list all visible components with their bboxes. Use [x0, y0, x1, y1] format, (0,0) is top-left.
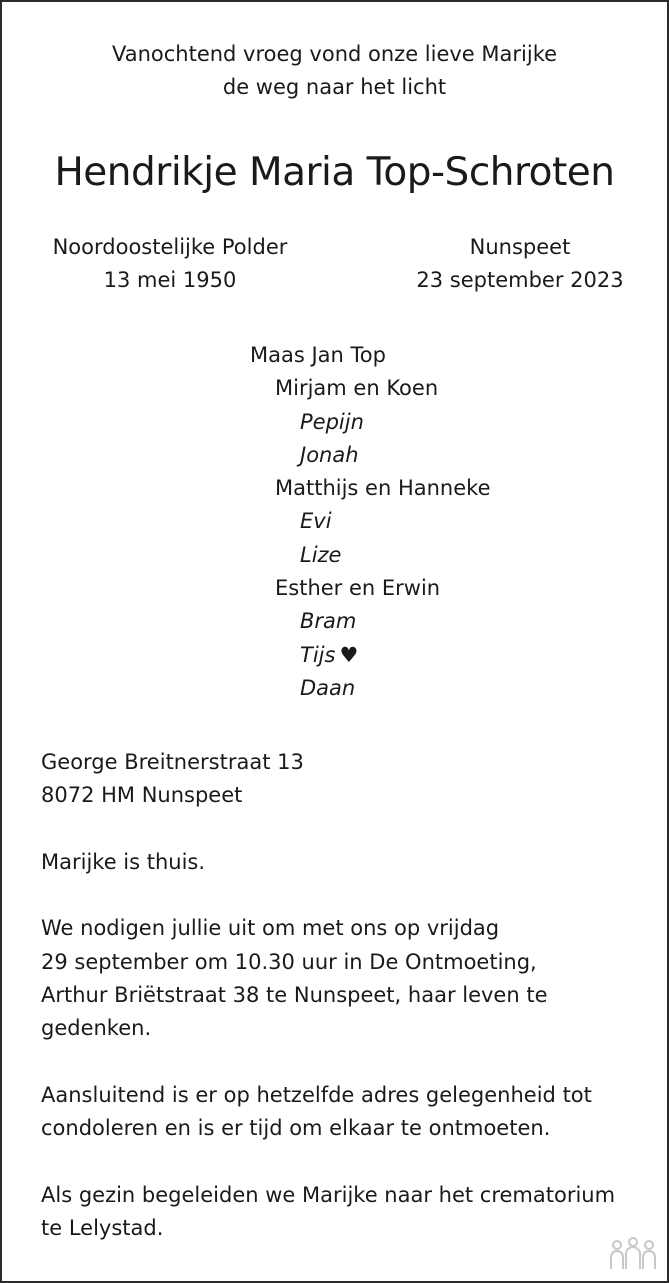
birth-info: [30, 231, 310, 297]
birth-place: Noordoostelijke Polder: [52, 235, 288, 259]
birth-date: 13 mei 1950: [103, 268, 237, 292]
invitation-line: We nodigen jullie uit om met ons op vrijdag: [41, 916, 500, 941]
family-member: [250, 572, 491, 605]
family-member-name: Esther en Erwin: [275, 576, 441, 601]
cremation-line: te Lelystad.: [41, 1216, 164, 1241]
family-member-name: Daan: [300, 675, 356, 700]
intro-line: Vanochtend vroeg vond onze lieve Marijke: [111, 42, 558, 66]
family-member-name: Pepijn: [300, 409, 364, 434]
family-member: [250, 439, 491, 472]
family-member-name: Bram: [300, 609, 357, 634]
family-member: [250, 372, 491, 405]
family-member: [250, 406, 491, 439]
invitation-paragraph: [41, 912, 651, 1045]
people-group-icon: [609, 1235, 657, 1271]
invitation-line: 29 september om 10.30 uur in De Ontmoeting,: [41, 949, 537, 974]
family-member-name: Tijs: [300, 642, 336, 667]
intro-line: de weg naar het licht: [222, 75, 447, 99]
family-member-name: Lize: [300, 542, 342, 567]
family-member: [250, 539, 491, 572]
death-info: [380, 231, 660, 297]
invitation-line: Arthur Briëtstraat 38 te Nunspeet, haar leven te: [41, 983, 548, 1008]
condolence-line: condoleren en is er tijd om elkaar te ontmoeten.: [41, 1116, 551, 1141]
family-member: [250, 472, 491, 505]
death-date: 23 september 2023: [416, 268, 624, 292]
address-city: 8072 HM Nunspeet: [41, 783, 243, 808]
family-member: [250, 605, 491, 638]
family-member-name: Evi: [300, 509, 332, 534]
heart-icon: ♥: [339, 642, 359, 667]
family-member-name: Maas Jan Top: [250, 343, 386, 367]
home-note: [41, 846, 651, 879]
intro-text: [2, 38, 667, 104]
family-list: [250, 339, 491, 705]
family-member: [250, 672, 491, 705]
family-member: [250, 639, 491, 672]
family-member: [250, 339, 491, 372]
message-body: [41, 746, 651, 1279]
condolence-line: Aansluitend is er op hetzelfde adres gelegenheid tot: [41, 1082, 592, 1107]
family-member-name: Jonah: [300, 442, 359, 467]
deceased-name: Hendrikje Maria Top-Schroten: [54, 150, 615, 195]
invitation-line: gedenken.: [41, 1016, 152, 1041]
family-member-name: Mirjam en Koen: [275, 376, 439, 401]
address-block: [41, 746, 651, 813]
cremation-paragraph: [41, 1179, 651, 1246]
address-street: George Breitnerstraat 13: [41, 750, 304, 774]
cremation-line: Als gezin begeleiden we Marijke naar het crematorium: [41, 1182, 616, 1207]
death-place: Nunspeet: [469, 235, 571, 259]
home-note-text: Marijke is thuis.: [41, 849, 206, 874]
family-member-name: Matthijs en Hanneke: [275, 476, 491, 501]
family-member: [250, 505, 491, 538]
condolence-paragraph: [41, 1079, 651, 1146]
